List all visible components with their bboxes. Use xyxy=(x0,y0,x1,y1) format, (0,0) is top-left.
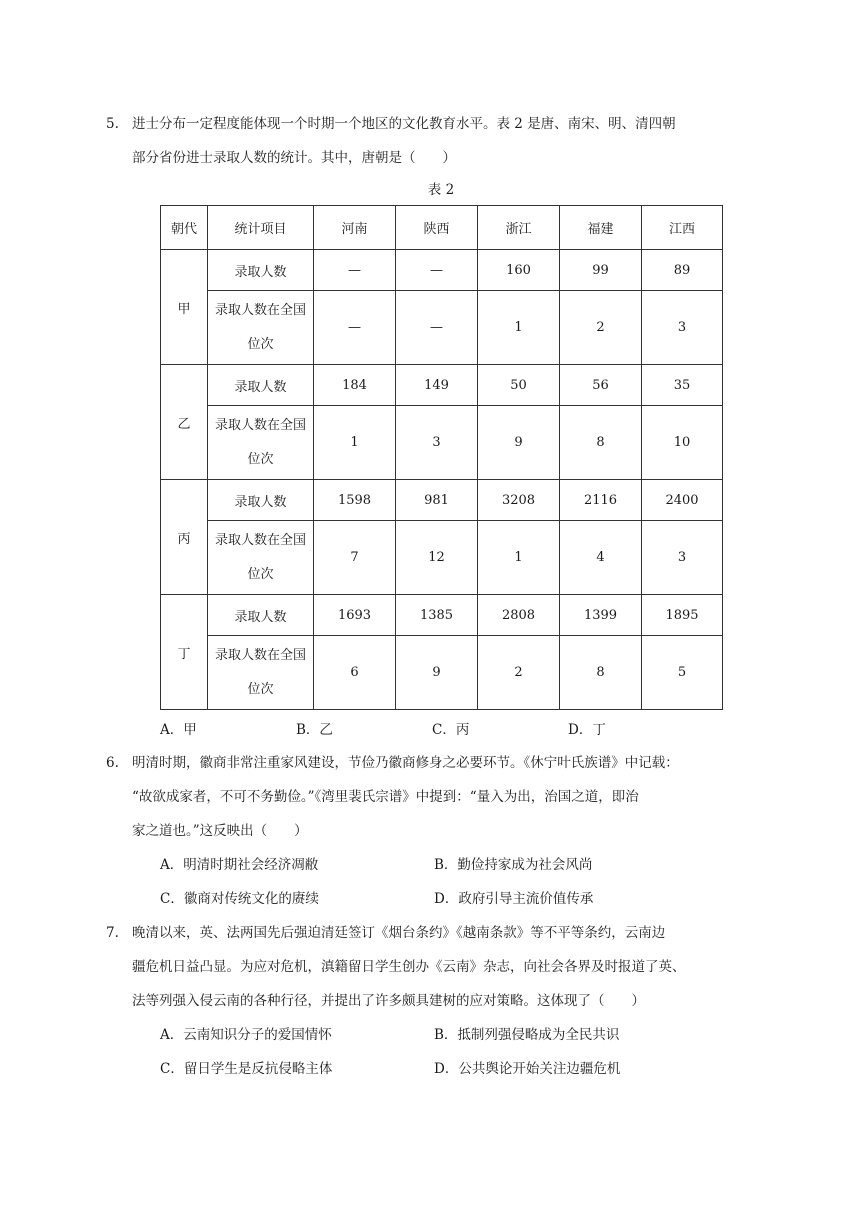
dynasty-cell: 丁 xyxy=(161,595,208,710)
table-cell: 2 xyxy=(478,636,560,710)
table-row xyxy=(161,521,723,595)
table-row xyxy=(161,291,723,365)
option-b: B．乙 xyxy=(296,722,333,738)
table-cell: 10 xyxy=(642,406,723,480)
question-text: 明清时期，徽商非常注重家风建设，节俭乃徽商修身之必要环节。《休宁叶氏族谱》中记载： xyxy=(132,755,679,771)
answer-options xyxy=(160,1018,708,1086)
option-d: D．丁 xyxy=(568,722,606,738)
question-text: “故欲成家者，不可不务勤俭。”《湾里裴氏宗谱》中提到：“量入为出，治国之道，即治 xyxy=(132,789,639,805)
table-cell: — xyxy=(396,291,478,365)
table-row xyxy=(161,250,723,291)
table-header: 浙江 xyxy=(478,206,560,250)
table-row xyxy=(161,365,723,406)
table-cell: 56 xyxy=(560,365,642,406)
table-cell: 89 xyxy=(642,250,723,291)
table-cell: 1 xyxy=(314,406,396,480)
option-a: A．云南知识分子的爱国情怀 xyxy=(160,1027,332,1043)
question-text: 疆危机日益凸显。为应对危机，滇籍留日学生创办《云南》杂志，向社会各界及时报道了英、 xyxy=(132,959,686,975)
question-number: 5. xyxy=(106,116,119,132)
table-cell: 5 xyxy=(642,636,723,710)
question-text: 进士分布一定程度能体现一个时期一个地区的文化教育水平。表 2 是唐、南宋、明、清四朝 xyxy=(132,116,676,132)
table-row xyxy=(161,406,723,480)
data-table xyxy=(160,205,723,710)
table-cell: 12 xyxy=(396,521,478,595)
row-label: 录取人数在全国 位次 xyxy=(208,406,314,480)
table-cell: 1399 xyxy=(560,595,642,636)
option-a: A．甲 xyxy=(160,722,197,738)
table-cell: 2400 xyxy=(642,480,723,521)
question-number: 7. xyxy=(106,925,119,941)
table-cell: 1 xyxy=(478,521,560,595)
table-header: 陕西 xyxy=(396,206,478,250)
question-text: 家之道也。”这反映出（ ） xyxy=(132,823,308,839)
table-cell: 981 xyxy=(396,480,478,521)
table-cell: 35 xyxy=(642,365,723,406)
dynasty-cell: 甲 xyxy=(161,250,208,365)
table-cell: 2116 xyxy=(560,480,642,521)
table-cell: — xyxy=(396,250,478,291)
table-cell: 1 xyxy=(478,291,560,365)
question-5 xyxy=(106,107,732,175)
question-7 xyxy=(106,916,732,1018)
row-label: 录取人数 xyxy=(208,480,314,521)
question-text: 部分省份进士录取人数的统计。其中，唐朝是（ ） xyxy=(132,150,456,166)
option-c: C．徽商对传统文化的赓续 xyxy=(160,891,319,907)
row-label: 录取人数 xyxy=(208,250,314,291)
table-cell: 184 xyxy=(314,365,396,406)
question-number: 6. xyxy=(106,755,119,771)
table-cell: 50 xyxy=(478,365,560,406)
table-cell: 8 xyxy=(560,636,642,710)
option-b: B．勤俭持家成为社会风尚 xyxy=(434,857,593,873)
table-cell: 9 xyxy=(396,636,478,710)
row-label: 录取人数 xyxy=(208,365,314,406)
question-6 xyxy=(106,746,732,848)
option-d: D．公共舆论开始关注边疆危机 xyxy=(434,1061,621,1077)
table-cell: 6 xyxy=(314,636,396,710)
table-cell: 1895 xyxy=(642,595,723,636)
table-row xyxy=(161,636,723,710)
table-row xyxy=(161,595,723,636)
answer-options xyxy=(160,848,708,916)
dynasty-cell: 丙 xyxy=(161,480,208,595)
dynasty-cell: 乙 xyxy=(161,365,208,480)
table-cell: 1693 xyxy=(314,595,396,636)
table-cell: 3208 xyxy=(478,480,560,521)
table-header: 福建 xyxy=(560,206,642,250)
table-cell: 2 xyxy=(560,291,642,365)
row-label: 录取人数在全国 位次 xyxy=(208,521,314,595)
table-cell: 3 xyxy=(642,521,723,595)
table-cell: 160 xyxy=(478,250,560,291)
table-cell: 3 xyxy=(642,291,723,365)
table-row xyxy=(161,480,723,521)
question-text: 晚清以来，英、法两国先后强迫清廷签订《烟台条约》《越南条款》等不平等条约，云南边 xyxy=(132,925,666,941)
table-cell: 2808 xyxy=(478,595,560,636)
table-header-row xyxy=(161,206,723,250)
table-cell: 1598 xyxy=(314,480,396,521)
row-label: 录取人数 xyxy=(208,595,314,636)
table-caption: 表 2 xyxy=(427,182,455,198)
row-label: 录取人数在全国 位次 xyxy=(208,291,314,365)
answer-options xyxy=(160,716,704,744)
table-header: 江西 xyxy=(642,206,723,250)
table-header: 朝代 xyxy=(161,206,208,250)
table-cell: 1385 xyxy=(396,595,478,636)
table-cell: — xyxy=(314,250,396,291)
table-cell: 4 xyxy=(560,521,642,595)
table-header: 河南 xyxy=(314,206,396,250)
option-c: C．丙 xyxy=(432,722,470,738)
question-text: 法等列强入侵云南的各种行径，并提出了许多颇具建树的应对策略。这体现了（ ） xyxy=(132,993,645,1009)
option-d: D．政府引导主流价值传承 xyxy=(434,891,594,907)
table-cell: 3 xyxy=(396,406,478,480)
table-cell: 7 xyxy=(314,521,396,595)
table-cell: 9 xyxy=(478,406,560,480)
table-cell: 8 xyxy=(560,406,642,480)
table-cell: 99 xyxy=(560,250,642,291)
table-header: 统计项目 xyxy=(208,206,314,250)
option-b: B．抵制列强侵略成为全民共识 xyxy=(434,1027,620,1043)
option-a: A．明清时期社会经济凋敝 xyxy=(160,857,319,873)
table-cell: 149 xyxy=(396,365,478,406)
option-c: C．留日学生是反抗侵略主体 xyxy=(160,1061,333,1077)
row-label: 录取人数在全国 位次 xyxy=(208,636,314,710)
table-cell: — xyxy=(314,291,396,365)
